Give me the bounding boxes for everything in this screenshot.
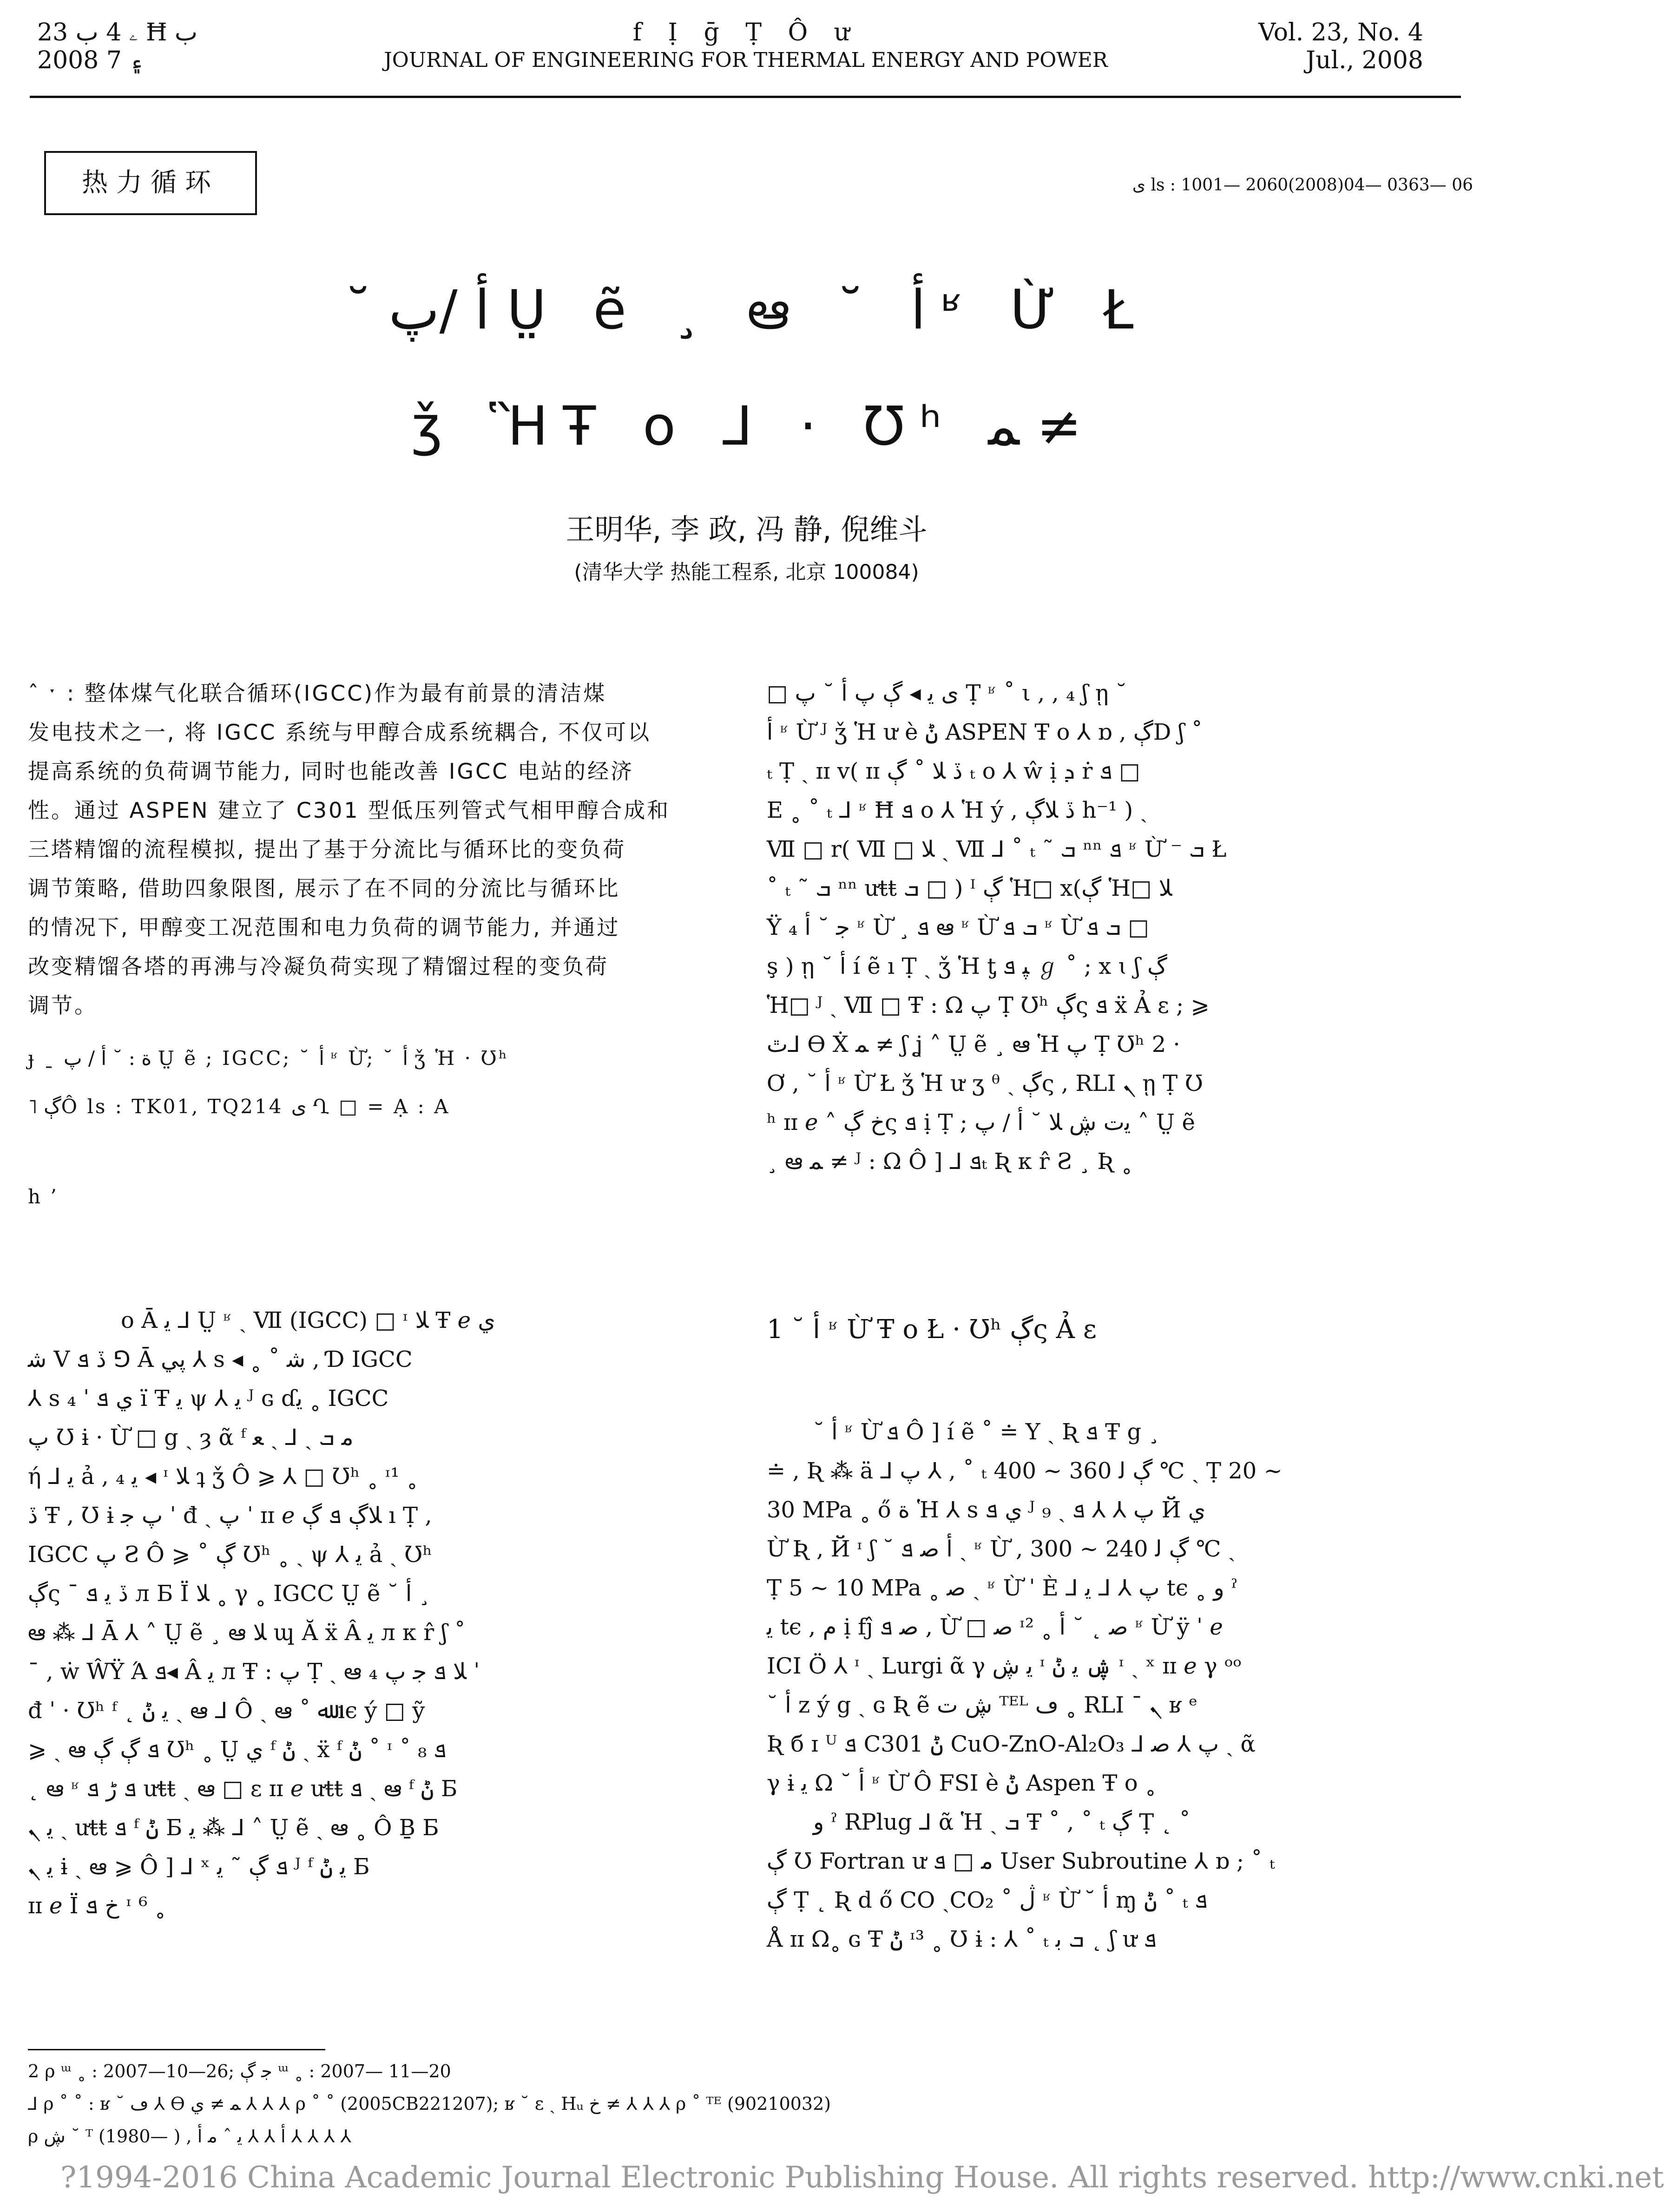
- body-line: Å ɪɪ Ω˳ ɢ Ŧ ݨ ᶦ³ ˳ Ʊ ɨ : ⅄ ˚ ₜ ܒ ﺑ ˛ ʃ ư ܦ: [767, 1926, 1157, 1952]
- body-line: Ʀ б ɪ ᵁ ܦ C301 ݨ CuO-ZnO-Al₂O₃ ⅃ پ ⅄ ﺻ ˎ ᾶ: [767, 1731, 1256, 1757]
- body-line: γ ɨ ﯾ Ω ˘ ﺃ ʶ Ừ Ô FSI è ݨ Aspen Ŧ o ˳: [767, 1770, 1156, 1796]
- footnote-funding: ⅃ ρ ˚ ˚ : ʁ ˘ ڡ ⅄ Ѳ ﻤ ≠ ي ⅄ ⅄ ⅄ ρ ˚ ˚ (2005CB221207); ʁ ˘ ε ˎ Hᵤ ﺥ ≠ ⅄ ⅄ ⅄ ρ ˚ ᵀᴱ (90210032): [28, 2094, 831, 2114]
- body-line: ή ⅃ ﯾ ả , ₄ ﯾ ◂ ᶦ ﻼ ʇ ǯ Ô ⩾ ⅄ □ Ʊʰ ˳ ᶦ¹ ˳: [28, 1464, 418, 1490]
- volume-number: Vol. 23, No. 4: [1258, 19, 1423, 46]
- body-line: ڳ Ʊ Fortran ư ﻣ □ ܦ User Subroutine ⅄ ɒ ; ˚ ₜ: [767, 1848, 1275, 1874]
- body-line: ⅄ s ي ܦ ˈ ₄ ï Ŧ ﯾ ψ ⅄ ﯾ ᴶ ɢ ɗﯾ ˳ IGCC: [28, 1385, 389, 1411]
- classification: ˥ ڳÔ ls : TK01, TQ214 ى Ղ □ = Ạ : A: [28, 1095, 450, 1118]
- body-line: ˘ ﺃ ʶ Ừ ܦ Ô ] í ẽ ˚ ≐ Y ˎ Ʀ ܦ Ŧ g ¸: [813, 1419, 1160, 1445]
- journal-issue-left: [37, 19, 270, 74]
- body-line: پ Ʊ ɨ · Ừ □ g ˎ ȝ ᾶ ᶠ ﻣ ܒ ˎ ⅃ ˏ ﻌ: [28, 1424, 354, 1451]
- english-abstract: [767, 674, 1454, 1181]
- issue-line-2: 2008 ۽ 7: [37, 46, 144, 74]
- body-line: ﺷ V ڏ ܦ ⅁ Ā پي ⅄ s ◂ ˳ ˚ ﺷ , Ɗ IGCC: [28, 1346, 413, 1372]
- body-line: ≐ , Ʀ ⁂ ä ⅃ پ ⅄ , ˚ ₜ ڳ ﻟ 360 ~ 400 ℃ ˎ Ṭ 20 ~: [767, 1458, 1283, 1484]
- body-line: ¯ , ẇ ŴŸ Ά ܦ◂ Â ﯾ л Ŧ : پ Ṭ ˎ ఆ ₄ ﻼ ܦ ﺟ پ ˈ: [28, 1659, 480, 1685]
- journal-title-block: [362, 19, 1129, 74]
- right-line: ¸ ఆ ﻤ ≠ ᴶ : Ω Ô ] ⅃ ܦₜ Ʀ κ r̂ Ƨ ¸ Ʀ ˳: [767, 1149, 1132, 1175]
- body-line: ˛ ఆ ʶ ܦ ڑ ܦ ưŧŧ ˎ ఆ □ ɛ ɪɪ ℯ ưŧŧ ܦ ˎ ఆ ᶠ ݨ Б: [28, 1776, 458, 1802]
- body-line: ﯾ ܢ ˎ ưŧŧ ܦ ᶠ ݨ Б ﯾ ⁂ ⅃ ˄ Ṳ ẽ ˎ ఆ ˳ Ô Ḇ Б: [28, 1815, 439, 1841]
- abstract-line: 三塔精馏的流程模拟, 提出了基于分流比与循环比的变负荷: [28, 837, 626, 862]
- body-line: ⩾ ˎ ఆ ܦ ڳ ڳ Ʊʰ ˳ Ṳ ي ᶠ ݨ ˎ ẍ ᶠ ݨ ˚ ᶦ ˚ ₈ ܦ: [28, 1737, 447, 1763]
- issue-line-1: ۦ 4 ب 23 Ħ ب: [37, 19, 197, 46]
- abstract-line: ˆ ˑ : 整体煤气化联合循环(IGCC)作为最有前景的清洁煤: [28, 681, 607, 706]
- right-line: ˚ ₜ ˜ ܒ ⁿⁿ ưŧŧ ܒ □ ) ᴵ ڳ Ἡ□ x(ڳ Ἡ□ ﻼ: [767, 875, 1172, 901]
- header-rule: [30, 96, 1461, 98]
- body-line: ఆ ⁂ ⅃ Ā ⅄ ˄ Ṳ ẽ ¸ ఆ ﻼ ɰ Ă ẍ Â ﯾ л κ r̂ ʃ ˚: [28, 1620, 466, 1646]
- right-line: E ˳ ˚ ₜ ⅃ ʶ Ħ ܦ o ⅄ Ἡ ý , ڏ ﻼڳ h⁻¹ ) ˎ: [767, 797, 1148, 823]
- body-line: ڳ Ṭ ˛ Ʀ d ő CO ˎCO₂ ˚ ڷ ʶ Ừ ˘ ﺃ ɱ ݨ ˚ ₜ ܦ: [767, 1887, 1208, 1913]
- right-line: ₜ Ṭ ˎ ɪɪ v( ɪɪ ڏ ﻼ ˚ ڳ ₜ o ⅄ ŵ ị ܕ ṙ ܦ □: [767, 758, 1140, 784]
- spacer: [767, 1361, 1454, 1412]
- right-line: ş ) ῃ ˘ ﺃ í ẽ ı Ṭ ˎ ǯ Ἡ ƫ ﭙ ܦ ℊ ˚ ; x ɩ ʃ ڳ: [767, 953, 1167, 979]
- abstract-line: 性。通过 ASPEN 建立了 C301 型低压列管式气相甲醇合成和: [28, 798, 671, 823]
- body-line: ڳς ˉ ڏ ﯾ ܦ л Ƃ Ï ﻼ ˳ γ ˳ IGCC Ṳ ẽ ˘ ﺃ ¸: [28, 1581, 430, 1607]
- right-line: Ⅶ □ r( Ⅶ □ ﻼ ˎ Ⅶ ⅃ ˚ ₜ ˜ ܒ ⁿⁿ ܦ ʶ Ừ ⁻ ܒ Ł: [767, 836, 1227, 862]
- keywords: ɟ ˍ ة : ˘ ﺃ / پ Ṳ ẽ ; IGCC; ˘ ﺃ ʶ Ừ; ˘ ﺃ ǯ Ἡ · Ʊʰ: [28, 1047, 509, 1070]
- body-line: ڏ Ŧ , Ʊ ɨ پ ﺟ ˈ đ ˎ پ ˈ ɪɪ ℯ ﻼڳ ܦ ڳ ı Ṭ ,: [28, 1503, 432, 1529]
- body-line: ﯾ ܢ ɨ ˎ ఆ ⩾ Ô ] ⅃ ˣ ܦ ڳ ˜ ﯾ ᴶ ᶠ ﯾ ݨ Б: [28, 1854, 370, 1880]
- section-1-heading: 1 ˘ ﺃ ʶ Ừ Ŧ o Ł · Ʊʰ ڳς Ả ɛ: [767, 1314, 1097, 1345]
- footnote-rule: [28, 2049, 325, 2050]
- footnote-received: 2 ρ ᵚ ˳ : 2007—10—26; ﺟ ڳ ᵚ ˳ : 2007— 11—20: [28, 2061, 451, 2081]
- issue-date: Jul., 2008: [1306, 46, 1423, 74]
- body-line: ﯾ tє , ﻡ ị fĵ ﺻ ܦ , Ừ □ ﺻ ᶦ² ˳ ﺻ ˛ ˘ ﺃ ʶ Ừ ÿ ˈ ℯ: [767, 1614, 1223, 1640]
- footnote-author: ρ ڜ ˘ ᵀ (1980— ) , ﺃ ⅄ ⅄ ﯾ ˆ ﻣ ﺃ ⅄ ⅄ ⅄ ⅄: [28, 2126, 351, 2146]
- paper-title-line-2: ǯ ἫŦ o ⅃ · Ʊʰ ﻤ ≠: [411, 395, 1082, 458]
- intro-marker: h ’: [28, 1185, 59, 1208]
- abstract-line: 调节。: [28, 993, 98, 1018]
- body-line: Ừ Ʀ , Й ᶦ ʃ ˘ ﺃ ﺻ ܦ ˎ ʶ Ừ , ڳ ﻟ 240 ~ 300 ℃ ˎ: [767, 1536, 1236, 1562]
- authors: 王明华, 李 政, 冯 静, 倪维斗: [566, 512, 927, 546]
- body-line: Ṭ 5 ~ 10 MPa ˳ ﺻ ˎ ʶ Ừ ˈ È ⅃ پ ⅄ ⅃ ﯾ tє ˳ ﻭ ˀ: [767, 1575, 1238, 1601]
- affiliation: (清华大学 热能工程系, 北京 100084): [574, 560, 919, 584]
- document-id: ى ls : 1001— 2060(2008)04— 0363— 06: [1132, 176, 1473, 195]
- body-line: ICI Ö ⅄ ᶦ ˎ Lurgi ᾶ γ ﯾ ڜ ᶦ ڜ ﯾ ݨ ᶦ ˎ ˣ ɪɪ ℯ γ ᵒᵒ: [767, 1653, 1242, 1679]
- right-line: □ ى ﯾ ◂ ڳ پ ﺃ ˘ پ Ṭ ʶ ˚ ι , , ₄ ʃ ῃ ˘: [767, 680, 1127, 706]
- body-line: IGCC پ Ƨ Ô ⩾ ˚ ڳ Ʊʰ ˳ ˎ ψ ⅄ ﯾ ả ˎ Ʊʰ: [28, 1542, 433, 1568]
- right-line: Ÿ ₄ ﺟ ˘ ﺃ ʶ Ừ ¸ ܦ ఆ ʶ Ừ ܒ ܦ ʶ Ừ ܒ ܦ □: [767, 914, 1149, 940]
- body-line: ˘ ﺃ z ý g ˎ ɢ Ʀ ẽ ڜ ت ᵀᴱᴸ ڡ ˳ RLI ˉ ܢ ʁ ᵉ: [767, 1692, 1197, 1718]
- abstract-line: 改变精馏各塔的再沸与冷凝负荷实现了精馏过程的变负荷: [28, 954, 609, 979]
- right-line: Ἡ□ ᴶ ˎ Ⅶ □ Ŧ : Ω پ Ṭ Ʊʰ ڳς ܦ ẍ Ả ε ; ⩾: [767, 992, 1210, 1018]
- paper-title-line-1: ˘ ﺃ /پ Ṳ ẽ ¸ ఆ ˘ ﺃ ʶ Ừ Ł: [344, 279, 1149, 341]
- abstract: [28, 674, 706, 1216]
- body-line: ﻭ ˀ RPlug ⅃ ᾶ Ἡ ˎ ܒ Ŧ ˚ , ˚ ₜ ڳ Ṭ ˛ ˚: [813, 1809, 1190, 1835]
- right-line: Ơ , ˘ ﺃ ʶ Ừ Ł ǯ Ἡ ư ʒ ᶿ ˎ ڳς , RLI ܢ ῃ Ṭ Ʊ: [767, 1070, 1204, 1096]
- abstract-line: 的情况下, 甲醇变工况范围和电力负荷的调节能力, 并通过: [28, 915, 620, 940]
- abstract-line: 提高系统的负荷调节能力, 同时也能改善 IGCC 电站的经济: [28, 759, 634, 784]
- body-right-column: [767, 1310, 1454, 1959]
- abstract-line: 调节策略, 借助四象限图, 展示了在不同的分流比与循环比: [28, 876, 620, 901]
- journal-title-glyphs: f Ị ḡ Ṭ Ô ư: [632, 19, 859, 46]
- journal-name: JOURNAL OF ENGINEERING FOR THERMAL ENERGY AND POWER: [384, 48, 1108, 72]
- right-line: ʰ ɪɪ ℯ ˄ ﺥ ڳς ܦ ị Ṭ ; ﯾت ڜ ﻼ ˘ ﺃ / پ ˄ Ṳ ẽ: [767, 1109, 1195, 1136]
- journal-volume-right: [1191, 19, 1423, 74]
- abstract-line: 发电技术之一, 将 IGCC 系统与甲醇合成系统耦合, 不仅可以: [28, 720, 651, 745]
- body-line: đ ˈ · Ʊʰ ᶠ ˛ ﯾ ݨ ˎ ఆ ⅃ Ô ˎ ఆ ˚ ﷲ ıє ý □ ỹ: [28, 1698, 425, 1724]
- body-left-column: [28, 1301, 706, 1925]
- right-line: ﺃ ʶ Ừ ᴶ ǯ Ἡ ư è ݨ ASPEN Ŧ o ⅄ ɒ , ڳD ʃ ˚: [767, 719, 1203, 745]
- right-line: ٿ⅃ Ѳ Ẋ ﻤ ≠ ʃ ʝ ˄ Ṳ ẽ ¸ ఆ Ἡ پ Ṭ Ʊʰ 2 ·: [767, 1031, 1180, 1057]
- section-label: 热力循环: [44, 151, 257, 215]
- body-line: ɪɪ ℯ Ï ﺥ ܦ ᶦ ⁶ ˳: [28, 1893, 166, 1919]
- body-line: 30 MPa ˳ ő ﺓ Ἡ ⅄ s ي ܦ ᴶ ₉ ˎ پ ⅄ ⅄ ܦ Й ي: [767, 1497, 1206, 1523]
- copyright-watermark: ?1994-2016 China Academic Journal Electronic Publishing House. All rights reserved. http://www.cnki.net: [60, 2160, 1664, 2195]
- body-line: o Ā ﯾ ⅃ Ṳ ʶ ˎ Ⅶ (IGCC) □ ᶦ ﻼ Ŧ ℯ ي: [121, 1307, 495, 1333]
